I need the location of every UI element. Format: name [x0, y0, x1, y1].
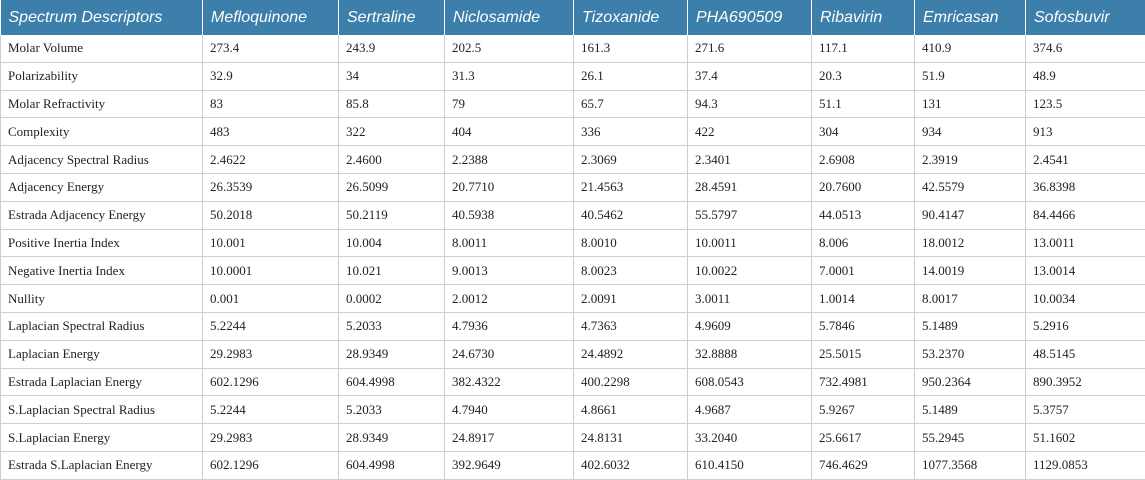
table-cell: 7.0001 [812, 257, 915, 285]
table-cell: 10.0022 [688, 257, 812, 285]
table-cell: 123.5 [1026, 90, 1145, 118]
table-cell: 44.0513 [812, 201, 915, 229]
row-label: Estrada Laplacian Energy [1, 368, 203, 396]
table-cell: 243.9 [339, 35, 445, 62]
table-cell: 422 [688, 118, 812, 146]
table-cell: 934 [915, 118, 1026, 146]
header-row [1, 0, 1145, 35]
table-cell: 2.3919 [915, 146, 1026, 174]
table-cell: 90.4147 [915, 201, 1026, 229]
table-cell: 322 [339, 118, 445, 146]
row-label: S.Laplacian Energy [1, 424, 203, 452]
table-cell: 32.8888 [688, 340, 812, 368]
table-cell: 55.5797 [688, 201, 812, 229]
table-cell: 25.5015 [812, 340, 915, 368]
table-cell: 5.2916 [1026, 312, 1145, 340]
table-row [1, 424, 1145, 452]
table-cell: 24.8131 [574, 424, 688, 452]
table-cell: 2.3069 [574, 146, 688, 174]
table-cell: 4.8661 [574, 396, 688, 424]
table-row [1, 285, 1145, 313]
table-cell: 20.7600 [812, 173, 915, 201]
table-cell: 8.0017 [915, 285, 1026, 313]
row-label: Estrada S.Laplacian Energy [1, 451, 203, 479]
column-header-sofosbuvir: Sofosbuvir [1026, 0, 1145, 35]
table-cell: 271.6 [688, 35, 812, 62]
table-row [1, 340, 1145, 368]
table-cell: 37.4 [688, 62, 812, 90]
table-cell: 950.2364 [915, 368, 1026, 396]
table-cell: 18.0012 [915, 229, 1026, 257]
table-row [1, 118, 1145, 146]
table-cell: 273.4 [203, 35, 339, 62]
table-cell: 913 [1026, 118, 1145, 146]
table-cell: 374.6 [1026, 35, 1145, 62]
table-cell: 83 [203, 90, 339, 118]
table-cell: 20.3 [812, 62, 915, 90]
table-row [1, 257, 1145, 285]
table-cell: 5.1489 [915, 396, 1026, 424]
table-cell: 5.2244 [203, 312, 339, 340]
table-cell: 40.5462 [574, 201, 688, 229]
row-label: Molar Volume [1, 35, 203, 62]
table-cell: 29.2983 [203, 340, 339, 368]
table-cell: 410.9 [915, 35, 1026, 62]
table-cell: 24.4892 [574, 340, 688, 368]
table-cell: 28.4591 [688, 173, 812, 201]
table-cell: 2.3401 [688, 146, 812, 174]
table-cell: 4.7936 [445, 312, 574, 340]
table-cell: 10.021 [339, 257, 445, 285]
table-cell: 1.0014 [812, 285, 915, 313]
table-cell: 36.8398 [1026, 173, 1145, 201]
row-label: Adjacency Spectral Radius [1, 146, 203, 174]
table-cell: 5.1489 [915, 312, 1026, 340]
table-cell: 25.6617 [812, 424, 915, 452]
table-cell: 2.4541 [1026, 146, 1145, 174]
table-cell: 2.0091 [574, 285, 688, 313]
table-cell: 8.0011 [445, 229, 574, 257]
table-cell: 31.3 [445, 62, 574, 90]
table-cell: 117.1 [812, 35, 915, 62]
table-cell: 202.5 [445, 35, 574, 62]
table-row [1, 229, 1145, 257]
table-row [1, 451, 1145, 479]
table-cell: 10.0001 [203, 257, 339, 285]
table-cell: 51.9 [915, 62, 1026, 90]
table-cell: 608.0543 [688, 368, 812, 396]
row-label: S.Laplacian Spectral Radius [1, 396, 203, 424]
table-cell: 28.9349 [339, 424, 445, 452]
column-header-sertraline: Sertraline [339, 0, 445, 35]
table-cell: 602.1296 [203, 451, 339, 479]
row-label: Negative Inertia Index [1, 257, 203, 285]
row-label: Polarizability [1, 62, 203, 90]
column-header-tizoxanide: Tizoxanide [574, 0, 688, 35]
table-cell: 85.8 [339, 90, 445, 118]
table-cell: 5.3757 [1026, 396, 1145, 424]
table-cell: 10.0011 [688, 229, 812, 257]
table-cell: 131 [915, 90, 1026, 118]
table-cell: 14.0019 [915, 257, 1026, 285]
table-cell: 94.3 [688, 90, 812, 118]
table-cell: 48.5145 [1026, 340, 1145, 368]
row-label: Laplacian Spectral Radius [1, 312, 203, 340]
table-cell: 2.4622 [203, 146, 339, 174]
table-cell: 10.001 [203, 229, 339, 257]
table-cell: 55.2945 [915, 424, 1026, 452]
table-cell: 0.0002 [339, 285, 445, 313]
table-cell: 602.1296 [203, 368, 339, 396]
table-row [1, 146, 1145, 174]
table-cell: 161.3 [574, 35, 688, 62]
table-cell: 10.0034 [1026, 285, 1145, 313]
table-cell: 13.0014 [1026, 257, 1145, 285]
table-body [1, 35, 1145, 479]
table-cell: 24.8917 [445, 424, 574, 452]
table-row [1, 90, 1145, 118]
table-cell: 604.4998 [339, 368, 445, 396]
table-cell: 392.9649 [445, 451, 574, 479]
table-cell: 402.6032 [574, 451, 688, 479]
table-cell: 79 [445, 90, 574, 118]
table-cell: 8.0023 [574, 257, 688, 285]
table-cell: 483 [203, 118, 339, 146]
table-cell: 2.2388 [445, 146, 574, 174]
column-header-ribavirin: Ribavirin [812, 0, 915, 35]
table-cell: 84.4466 [1026, 201, 1145, 229]
table-cell: 24.6730 [445, 340, 574, 368]
table-row [1, 35, 1145, 62]
table-cell: 304 [812, 118, 915, 146]
table-cell: 5.2033 [339, 396, 445, 424]
table-cell: 10.004 [339, 229, 445, 257]
table-cell: 40.5938 [445, 201, 574, 229]
table-cell: 26.1 [574, 62, 688, 90]
table-cell: 26.5099 [339, 173, 445, 201]
table-cell: 404 [445, 118, 574, 146]
table-cell: 1077.3568 [915, 451, 1026, 479]
table-cell: 28.9349 [339, 340, 445, 368]
table-cell: 29.2983 [203, 424, 339, 452]
row-label: Molar Refractivity [1, 90, 203, 118]
row-label: Estrada Adjacency Energy [1, 201, 203, 229]
table-cell: 50.2018 [203, 201, 339, 229]
table-cell: 21.4563 [574, 173, 688, 201]
table-cell: 604.4998 [339, 451, 445, 479]
table-cell: 4.7363 [574, 312, 688, 340]
table-cell: 1129.0853 [1026, 451, 1145, 479]
row-label: Complexity [1, 118, 203, 146]
row-label: Adjacency Energy [1, 173, 203, 201]
table-cell: 26.3539 [203, 173, 339, 201]
table-cell: 3.0011 [688, 285, 812, 313]
table-cell: 400.2298 [574, 368, 688, 396]
row-label: Laplacian Energy [1, 340, 203, 368]
table-row [1, 62, 1145, 90]
table-row [1, 368, 1145, 396]
table-cell: 4.9609 [688, 312, 812, 340]
table-cell: 0.001 [203, 285, 339, 313]
table-cell: 8.006 [812, 229, 915, 257]
column-header-pha690509: PHA690509 [688, 0, 812, 35]
table-row [1, 396, 1145, 424]
table-cell: 890.3952 [1026, 368, 1145, 396]
table-cell: 2.0012 [445, 285, 574, 313]
column-header-mefloquinone: Mefloquinone [203, 0, 339, 35]
table-cell: 48.9 [1026, 62, 1145, 90]
table-cell: 382.4322 [445, 368, 574, 396]
table-cell: 51.1 [812, 90, 915, 118]
column-header-niclosamide: Niclosamide [445, 0, 574, 35]
table-cell: 746.4629 [812, 451, 915, 479]
table-cell: 53.2370 [915, 340, 1026, 368]
table-cell: 33.2040 [688, 424, 812, 452]
column-header-emricasan: Emricasan [915, 0, 1026, 35]
table-row [1, 173, 1145, 201]
row-label: Positive Inertia Index [1, 229, 203, 257]
table-row [1, 312, 1145, 340]
table-cell: 9.0013 [445, 257, 574, 285]
table-cell: 5.2244 [203, 396, 339, 424]
table-cell: 34 [339, 62, 445, 90]
table-cell: 2.6908 [812, 146, 915, 174]
table-cell: 51.1602 [1026, 424, 1145, 452]
table-cell: 65.7 [574, 90, 688, 118]
table-cell: 42.5579 [915, 173, 1026, 201]
table-cell: 32.9 [203, 62, 339, 90]
column-header-descriptor: Spectrum Descriptors [1, 0, 203, 35]
table-cell: 2.4600 [339, 146, 445, 174]
table-cell: 4.9687 [688, 396, 812, 424]
table-cell: 8.0010 [574, 229, 688, 257]
table-cell: 5.7846 [812, 312, 915, 340]
table-cell: 732.4981 [812, 368, 915, 396]
row-label: Nullity [1, 285, 203, 313]
table-cell: 610.4150 [688, 451, 812, 479]
table-cell: 13.0011 [1026, 229, 1145, 257]
table-cell: 20.7710 [445, 173, 574, 201]
table-cell: 5.9267 [812, 396, 915, 424]
table-cell: 50.2119 [339, 201, 445, 229]
table-row [1, 201, 1145, 229]
table-cell: 4.7940 [445, 396, 574, 424]
table-cell: 336 [574, 118, 688, 146]
table-cell: 5.2033 [339, 312, 445, 340]
